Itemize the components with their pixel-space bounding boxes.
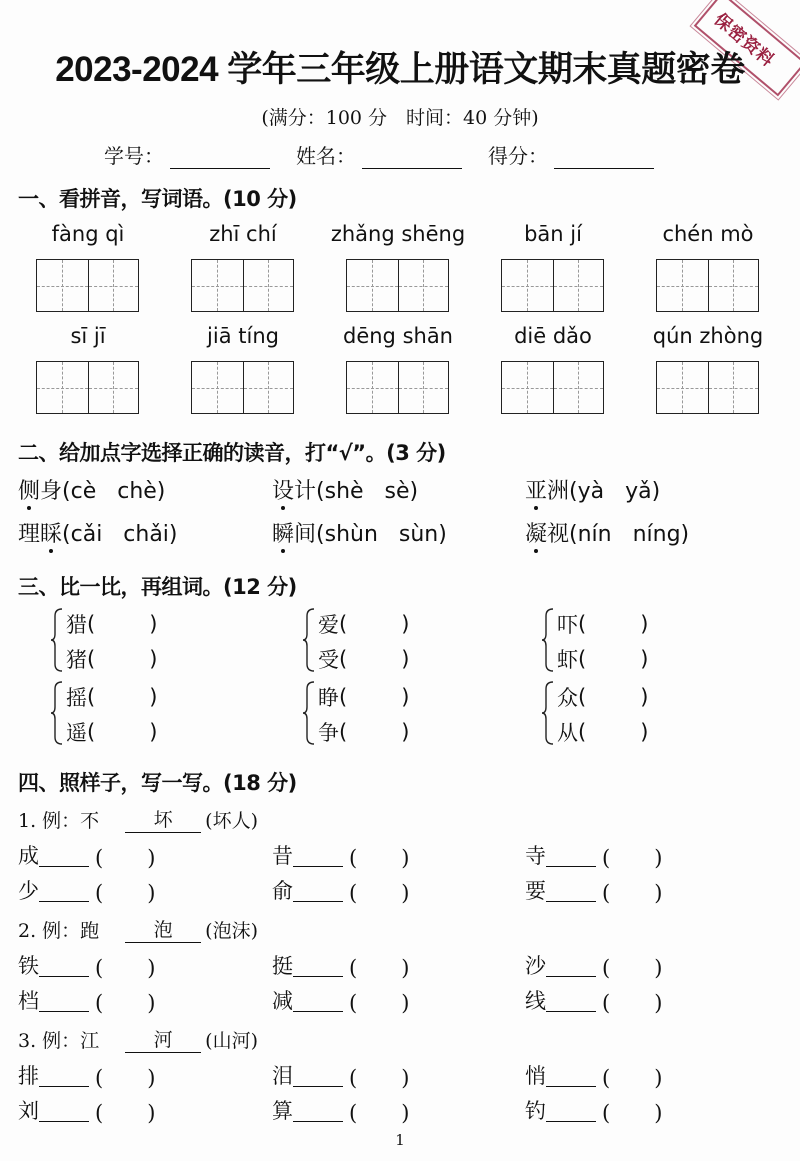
open-paren: (	[602, 1066, 611, 1090]
fill-item[interactable]	[272, 1095, 409, 1125]
close-paren: )	[401, 991, 410, 1015]
char: 间	[294, 522, 317, 547]
section2-heading: 二、给加点字选择正确的读音，打“√”。(3 分)	[18, 441, 446, 465]
open-paren: (	[95, 956, 104, 980]
open-paren: (	[602, 991, 611, 1015]
char-a: 吓	[557, 612, 578, 637]
pinyin-label: diē dǎo	[514, 324, 592, 348]
char-blank[interactable]	[293, 992, 343, 1012]
compare-group	[557, 679, 648, 749]
compare-group	[318, 606, 409, 676]
reading-options[interactable]: (cǎi chǎi)	[62, 522, 178, 547]
char-blank[interactable]	[39, 882, 89, 902]
char-blank[interactable]	[39, 992, 89, 1012]
char-blank[interactable]	[293, 882, 343, 902]
dotted-char: 设	[272, 474, 294, 505]
base-char: 档	[18, 989, 39, 1013]
close-paren: )	[401, 684, 410, 709]
base-char: 减	[272, 989, 293, 1013]
char-a: 摇	[66, 685, 87, 710]
example-word: (坏人)	[205, 810, 258, 832]
open-paren: (	[339, 611, 348, 636]
char-b: 受	[318, 647, 339, 672]
writing-grid[interactable]	[191, 361, 294, 414]
reading-item[interactable]	[272, 474, 418, 505]
fill-item[interactable]	[18, 985, 155, 1015]
char-blank[interactable]	[546, 1067, 596, 1087]
reading-item[interactable]	[18, 474, 165, 505]
close-paren: )	[147, 1101, 156, 1125]
char-blank[interactable]	[293, 847, 343, 867]
close-paren: )	[654, 956, 663, 980]
name-label: 姓名：	[296, 144, 356, 168]
fill-item[interactable]	[525, 950, 662, 980]
char-blank[interactable]	[39, 1102, 89, 1122]
fill-item[interactable]	[272, 985, 409, 1015]
base-char: 线	[525, 989, 546, 1013]
char: 视	[547, 522, 570, 547]
section4-heading: 四、照样子，写一写。(18 分)	[18, 771, 297, 795]
char-b: 争	[318, 720, 339, 745]
char-b: 从	[557, 720, 578, 745]
char-a: 众	[557, 685, 578, 710]
score-label: 得分：	[488, 144, 548, 168]
close-paren: )	[149, 646, 158, 671]
char-blank[interactable]	[546, 847, 596, 867]
score-field[interactable]	[488, 140, 654, 169]
base-char: 挺	[272, 954, 293, 978]
exam-info: (满分：100 分 时间：40 分钟)	[261, 107, 539, 129]
example-prefix: 3. 例：江	[18, 1030, 100, 1052]
open-paren: (	[578, 719, 587, 744]
close-paren: )	[401, 956, 410, 980]
brace-icon	[302, 608, 316, 672]
example-answer: 泡	[125, 915, 201, 943]
pinyin-label: qún zhòng	[652, 324, 764, 348]
example-answer: 坏	[125, 805, 201, 833]
close-paren: )	[149, 611, 158, 636]
close-paren: )	[147, 991, 156, 1015]
close-paren: )	[401, 846, 410, 870]
base-char: 钓	[525, 1099, 546, 1123]
char: 计	[294, 479, 317, 504]
score-blank[interactable]	[554, 145, 654, 169]
close-paren: )	[640, 611, 649, 636]
base-char: 昔	[272, 844, 293, 868]
dotted-char: 睬	[40, 517, 62, 548]
compare-group	[66, 679, 157, 749]
close-paren: )	[640, 719, 649, 744]
student-id-label: 学号：	[104, 144, 164, 168]
open-paren: (	[349, 846, 358, 870]
fill-item[interactable]	[272, 875, 409, 905]
writing-grid[interactable]	[656, 259, 759, 312]
reading-options[interactable]: (cè chè)	[62, 479, 166, 504]
close-paren: )	[147, 956, 156, 980]
name-field[interactable]	[296, 140, 462, 169]
open-paren: (	[95, 1066, 104, 1090]
reading-options[interactable]: (shè sè)	[316, 479, 419, 504]
open-paren: (	[339, 684, 348, 709]
example-word: (山河)	[205, 1030, 258, 1052]
compare-group	[318, 679, 409, 749]
base-char: 俞	[272, 879, 293, 903]
reading-item[interactable]	[18, 517, 178, 548]
fill-item[interactable]	[18, 1095, 155, 1125]
section1-heading: 一、看拼音，写词语。(10 分)	[18, 187, 297, 211]
char-blank[interactable]	[39, 847, 89, 867]
close-paren: )	[654, 846, 663, 870]
open-paren: (	[349, 1066, 358, 1090]
open-paren: (	[87, 611, 96, 636]
char-blank[interactable]	[39, 1067, 89, 1087]
base-char: 泪	[272, 1064, 293, 1088]
base-char: 悄	[525, 1064, 546, 1088]
brace-icon	[541, 681, 555, 745]
fill-item[interactable]	[18, 950, 155, 980]
dotted-char: 侧	[18, 474, 40, 505]
writing-grid[interactable]	[346, 259, 449, 312]
close-paren: )	[401, 881, 410, 905]
open-paren: (	[95, 991, 104, 1015]
fill-item[interactable]	[525, 1060, 662, 1090]
close-paren: )	[149, 684, 158, 709]
fill-item[interactable]	[525, 1095, 662, 1125]
reading-item[interactable]	[272, 517, 447, 548]
reading-options[interactable]: (yà yǎ)	[569, 479, 661, 504]
base-char: 成	[18, 844, 39, 868]
student-info-row	[104, 140, 680, 169]
close-paren: )	[401, 1066, 410, 1090]
close-paren: )	[401, 646, 410, 671]
example-row	[18, 915, 258, 943]
name-blank[interactable]	[362, 145, 462, 169]
char-b: 猪	[66, 647, 87, 672]
brace-icon	[541, 608, 555, 672]
char-blank[interactable]	[39, 957, 89, 977]
open-paren: (	[602, 881, 611, 905]
student-id-blank[interactable]	[170, 145, 270, 169]
fill-item[interactable]	[18, 875, 155, 905]
base-char: 刘	[18, 1099, 39, 1123]
open-paren: (	[87, 719, 96, 744]
close-paren: )	[401, 1101, 410, 1125]
student-id-field[interactable]	[104, 140, 270, 169]
char-blank[interactable]	[293, 1102, 343, 1122]
dotted-char: 亚	[525, 474, 547, 505]
close-paren: )	[654, 881, 663, 905]
page-number: 1	[395, 1131, 405, 1149]
base-char: 沙	[525, 954, 546, 978]
fill-item[interactable]	[272, 840, 409, 870]
open-paren: (	[349, 1101, 358, 1125]
close-paren: )	[147, 1066, 156, 1090]
writing-grid[interactable]	[501, 259, 604, 312]
writing-grid[interactable]	[36, 361, 139, 414]
writing-grid[interactable]	[36, 259, 139, 312]
fill-item[interactable]	[272, 1060, 409, 1090]
writing-grid[interactable]	[501, 361, 604, 414]
open-paren: (	[578, 611, 587, 636]
fill-item[interactable]	[18, 1060, 155, 1090]
fill-item[interactable]	[18, 840, 155, 870]
pinyin-label: sī jī	[70, 324, 106, 348]
close-paren: )	[149, 719, 158, 744]
fill-item[interactable]	[525, 985, 662, 1015]
brace-icon	[50, 608, 64, 672]
pinyin-label: fàng qì	[51, 222, 125, 246]
base-char: 排	[18, 1064, 39, 1088]
example-prefix: 2. 例：跑	[18, 920, 100, 942]
pinyin-label: zhī chí	[209, 222, 277, 246]
pinyin-label: dēng shān	[343, 324, 453, 348]
example-row	[18, 805, 258, 833]
compare-group	[66, 606, 157, 676]
pinyin-label: bān jí	[524, 222, 582, 246]
base-char: 寺	[525, 844, 546, 868]
open-paren: (	[349, 956, 358, 980]
writing-grid[interactable]	[346, 361, 449, 414]
close-paren: )	[640, 646, 649, 671]
pinyin-label: jiā tíng	[207, 324, 279, 348]
confidential-stamp: 保密资料	[694, 0, 800, 96]
close-paren: )	[147, 881, 156, 905]
open-paren: (	[602, 956, 611, 980]
char-a: 睁	[318, 685, 339, 710]
reading-options[interactable]: (shùn sùn)	[316, 522, 447, 547]
open-paren: (	[602, 1101, 611, 1125]
example-row	[18, 1025, 258, 1053]
char-blank[interactable]	[546, 882, 596, 902]
example-prefix: 1. 例：不	[18, 810, 100, 832]
example-word: (泡沫)	[205, 920, 258, 942]
fill-item[interactable]	[525, 840, 662, 870]
pinyin-label: chén mò	[662, 222, 754, 246]
base-char: 要	[525, 879, 546, 903]
open-paren: (	[578, 684, 587, 709]
compare-group	[557, 606, 648, 676]
char-blank[interactable]	[293, 957, 343, 977]
open-paren: (	[349, 881, 358, 905]
reading-item[interactable]	[525, 474, 660, 505]
char-blank[interactable]	[546, 1102, 596, 1122]
open-paren: (	[95, 1101, 104, 1125]
close-paren: )	[654, 991, 663, 1015]
open-paren: (	[578, 646, 587, 671]
char: 理	[18, 522, 41, 547]
open-paren: (	[87, 684, 96, 709]
writing-grid[interactable]	[656, 361, 759, 414]
writing-grid[interactable]	[191, 259, 294, 312]
fill-item[interactable]	[272, 950, 409, 980]
section3-heading: 三、比一比，再组词。(12 分)	[18, 575, 297, 599]
char-blank[interactable]	[546, 992, 596, 1012]
close-paren: )	[654, 1101, 663, 1125]
open-paren: (	[339, 719, 348, 744]
char-b: 虾	[557, 647, 578, 672]
base-char: 算	[272, 1099, 293, 1123]
fill-item[interactable]	[525, 875, 662, 905]
close-paren: )	[640, 684, 649, 709]
open-paren: (	[95, 881, 104, 905]
page-title: 2023-2024 学年三年级上册语文期末真题密卷	[55, 50, 745, 89]
char-a: 猎	[66, 612, 87, 637]
brace-icon	[50, 681, 64, 745]
close-paren: )	[654, 1066, 663, 1090]
char-blank[interactable]	[546, 957, 596, 977]
dotted-char: 凝	[525, 517, 547, 548]
open-paren: (	[602, 846, 611, 870]
reading-item[interactable]	[525, 517, 689, 548]
dotted-char: 瞬	[272, 517, 294, 548]
close-paren: )	[401, 611, 410, 636]
close-paren: )	[401, 719, 410, 744]
char-blank[interactable]	[293, 1067, 343, 1087]
open-paren: (	[349, 991, 358, 1015]
close-paren: )	[147, 846, 156, 870]
char: 身	[40, 479, 63, 504]
open-paren: (	[95, 846, 104, 870]
char-a: 爱	[318, 612, 339, 637]
example-answer: 河	[125, 1025, 201, 1053]
open-paren: (	[87, 646, 96, 671]
reading-options[interactable]: (nín níng)	[569, 522, 690, 547]
brace-icon	[302, 681, 316, 745]
base-char: 少	[18, 879, 39, 903]
base-char: 铁	[18, 954, 39, 978]
char-b: 遥	[66, 720, 87, 745]
pinyin-label: zhǎng shēng	[330, 222, 466, 246]
open-paren: (	[339, 646, 348, 671]
char: 洲	[547, 479, 570, 504]
